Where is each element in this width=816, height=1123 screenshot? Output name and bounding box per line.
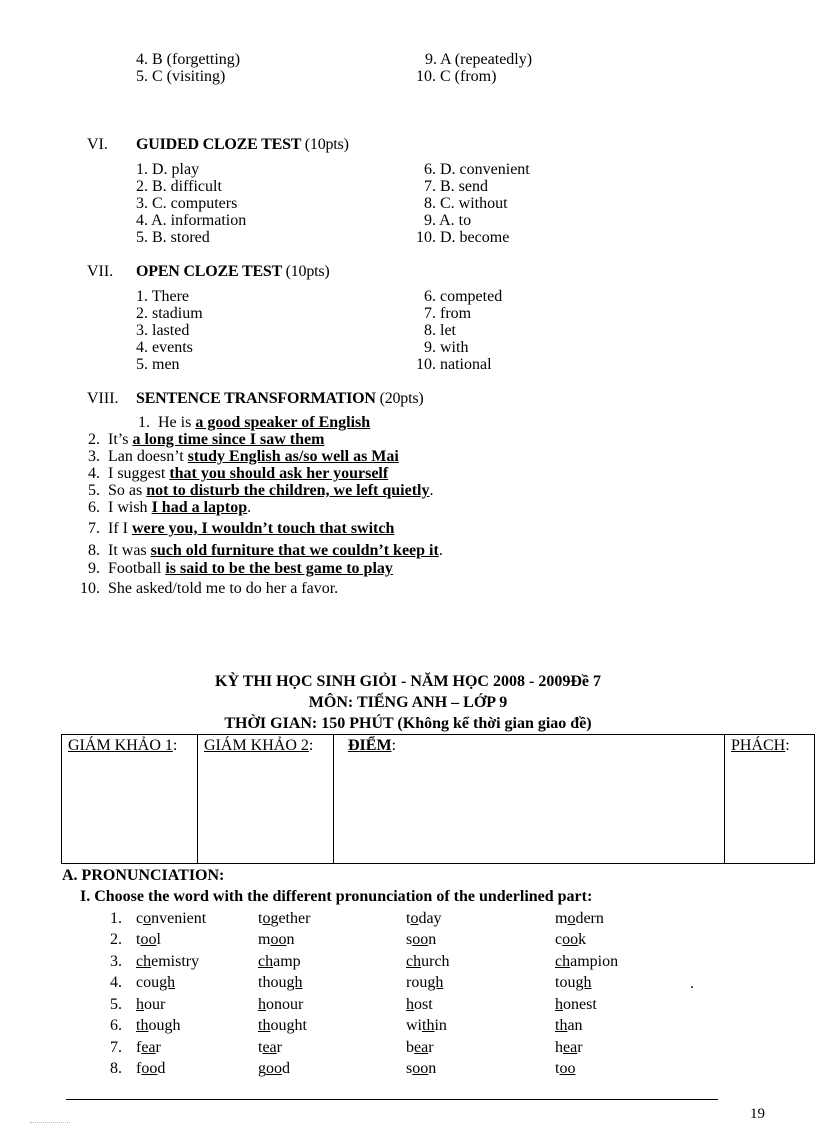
pronunciation-word: moon [258,931,295,948]
pronunciation-word: thought [258,1017,307,1034]
answer-item: 6. competed [424,288,503,305]
exam-title: KỲ THI HỌC SINH GIỎI - NĂM HỌC 2008 - 2009 Đề 7 [215,673,601,690]
pronunciation-word: though [258,974,303,991]
answer-item: 7. B. send [424,178,488,195]
top-answer-right-10: 10. C (from) [416,68,497,85]
pronunciation-word: cough [136,974,176,991]
score-cell: ĐIỂM: [334,735,725,864]
row-number: 5. [110,996,122,1013]
answer-item: 2. B. difficult [136,178,222,195]
row-number: 2. [110,931,122,948]
section-8-title: SENTENCE TRANSFORMATION (20pts) [136,390,424,407]
transformation-item-10: 10. She asked/told me to do her a favor. [80,580,339,597]
code-cell: PHÁCH: [725,735,815,864]
pronunciation-word: hour [136,996,166,1013]
section-6-number: VI. [87,136,108,153]
examiner-2-cell: GIÁM KHẢO 2: [198,735,334,864]
answer-item: 2. stadium [136,305,203,322]
transformation-item-8: 8. It was such old furniture that we couldn’t keep it. [88,542,443,559]
pronunciation-word: too [555,1060,576,1077]
pronunciation-word: together [258,910,311,927]
section-7-title: OPEN CLOZE TEST (10pts) [136,263,330,280]
pronunciation-word: host [406,996,433,1013]
answer-item: 6. D. convenient [424,161,530,178]
pronunciation-word: bear [406,1039,434,1056]
pronunciation-word: hear [555,1039,583,1056]
answer-item: 1. There [136,288,190,305]
section-6-left-answers [136,161,246,246]
section-7-left-answers [136,288,203,373]
pronunciation-word: tough [555,974,592,991]
pronunciation-word: convenient [136,910,207,927]
transformation-item-2: 2. It’s a long time since I saw them [88,431,325,448]
pronunciation-word: church [406,953,450,970]
pronunciation-word: today [406,910,442,927]
transformation-item-4: 4. I suggest that you should ask her yourself [88,465,389,482]
pronunciation-word: food [136,1060,166,1077]
pronunciation-word: tear [258,1039,282,1056]
pronunciation-word: within [406,1017,447,1034]
pronunciation-word: champion [555,953,619,970]
answer-item: 4. events [136,339,193,356]
transformation-item-3: 3. Lan doesn’t study English as/so well as Mai [88,448,399,465]
pronunciation-word: than [555,1017,583,1034]
answer-item: 7. from [424,305,472,322]
exam-subject: MÔN: TIẾNG ANH – LỚP 9 [308,694,508,711]
answer-item: 4. A. information [136,212,247,229]
part-a-title: A. PRONUNCIATION: [62,867,225,884]
answer-item: 10. national [416,356,492,373]
exam-duration: THỜI GIAN: 150 PHÚT (Không kể thời gian giao đề) [224,715,592,732]
top-answer-left-5: 5. C (visiting) [136,68,226,85]
pronunciation-word: rough [406,974,444,991]
examiner-1-cell: GIÁM KHẢO 1: [62,735,198,864]
pronunciation-word: modern [555,910,604,927]
answer-item: 10. D. become [416,229,510,246]
transformation-item-1: 1. He is a good speaker of English [138,414,371,431]
transformation-item-7: 7. If I were you, I wouldn’t touch that switch [88,520,395,537]
pronunciation-word: champ [258,953,301,970]
pronunciation-word: though [136,1017,181,1034]
pronunciation-word: honest [555,996,597,1013]
row-number: 7. [110,1039,122,1056]
pronunciation-word: chemistry [136,953,200,970]
section-7-number: VII. [87,263,114,280]
part-a-instruction: I. Choose the word with the different pronunciation of the underlined part: [80,888,593,905]
answer-item: 3. lasted [136,322,190,339]
answer-item: 9. with [424,339,469,356]
row-number: 3. [110,953,122,970]
pronunciation-word: cook [555,931,587,948]
pronunciation-word: fear [136,1039,161,1056]
section-8-number: VIII. [87,390,119,407]
transformation-item-6: 6. I wish I had a laptop. [88,499,252,516]
top-answer-left-4: 4. B (forgetting) [136,51,241,68]
pronunciation-word: soon [406,1060,437,1077]
answer-item: 3. C. computers [136,195,238,212]
page-number: 19 [750,1106,765,1122]
top-answer-right-9: 9. A (repeatedly) [425,51,533,68]
exam-number: Đề 7 [570,673,601,690]
answer-item: 5. B. stored [136,229,210,246]
row-number: 8. [110,1060,122,1077]
grading-table [61,734,815,864]
row-number: 1. [110,910,122,927]
transformation-item-5: 5. So as not to disturb the children, we left quietly. [88,482,434,499]
pronunciation-word: honour [258,996,304,1013]
stray-dot: . [690,975,694,992]
answer-item: 8. C. without [424,195,508,212]
answer-item: 8. let [424,322,456,339]
answer-item: 5. men [136,356,180,373]
section-6-right-answers [416,161,530,246]
section-7-right-answers [416,288,502,373]
answer-item: 9. A. to [424,212,472,229]
pronunciation-word: good [258,1060,290,1077]
row-number: 4. [110,974,122,991]
pronunciation-word: tool [136,931,161,948]
row-number: 6. [110,1017,122,1034]
transformation-item-9: 9. Football is said to be the best game to play [88,560,393,577]
answer-item: 1. D. play [136,161,200,178]
footer-divider [66,1099,718,1100]
pronunciation-word: soon [406,931,437,948]
section-6-title: GUIDED CLOZE TEST (10pts) [136,136,349,153]
